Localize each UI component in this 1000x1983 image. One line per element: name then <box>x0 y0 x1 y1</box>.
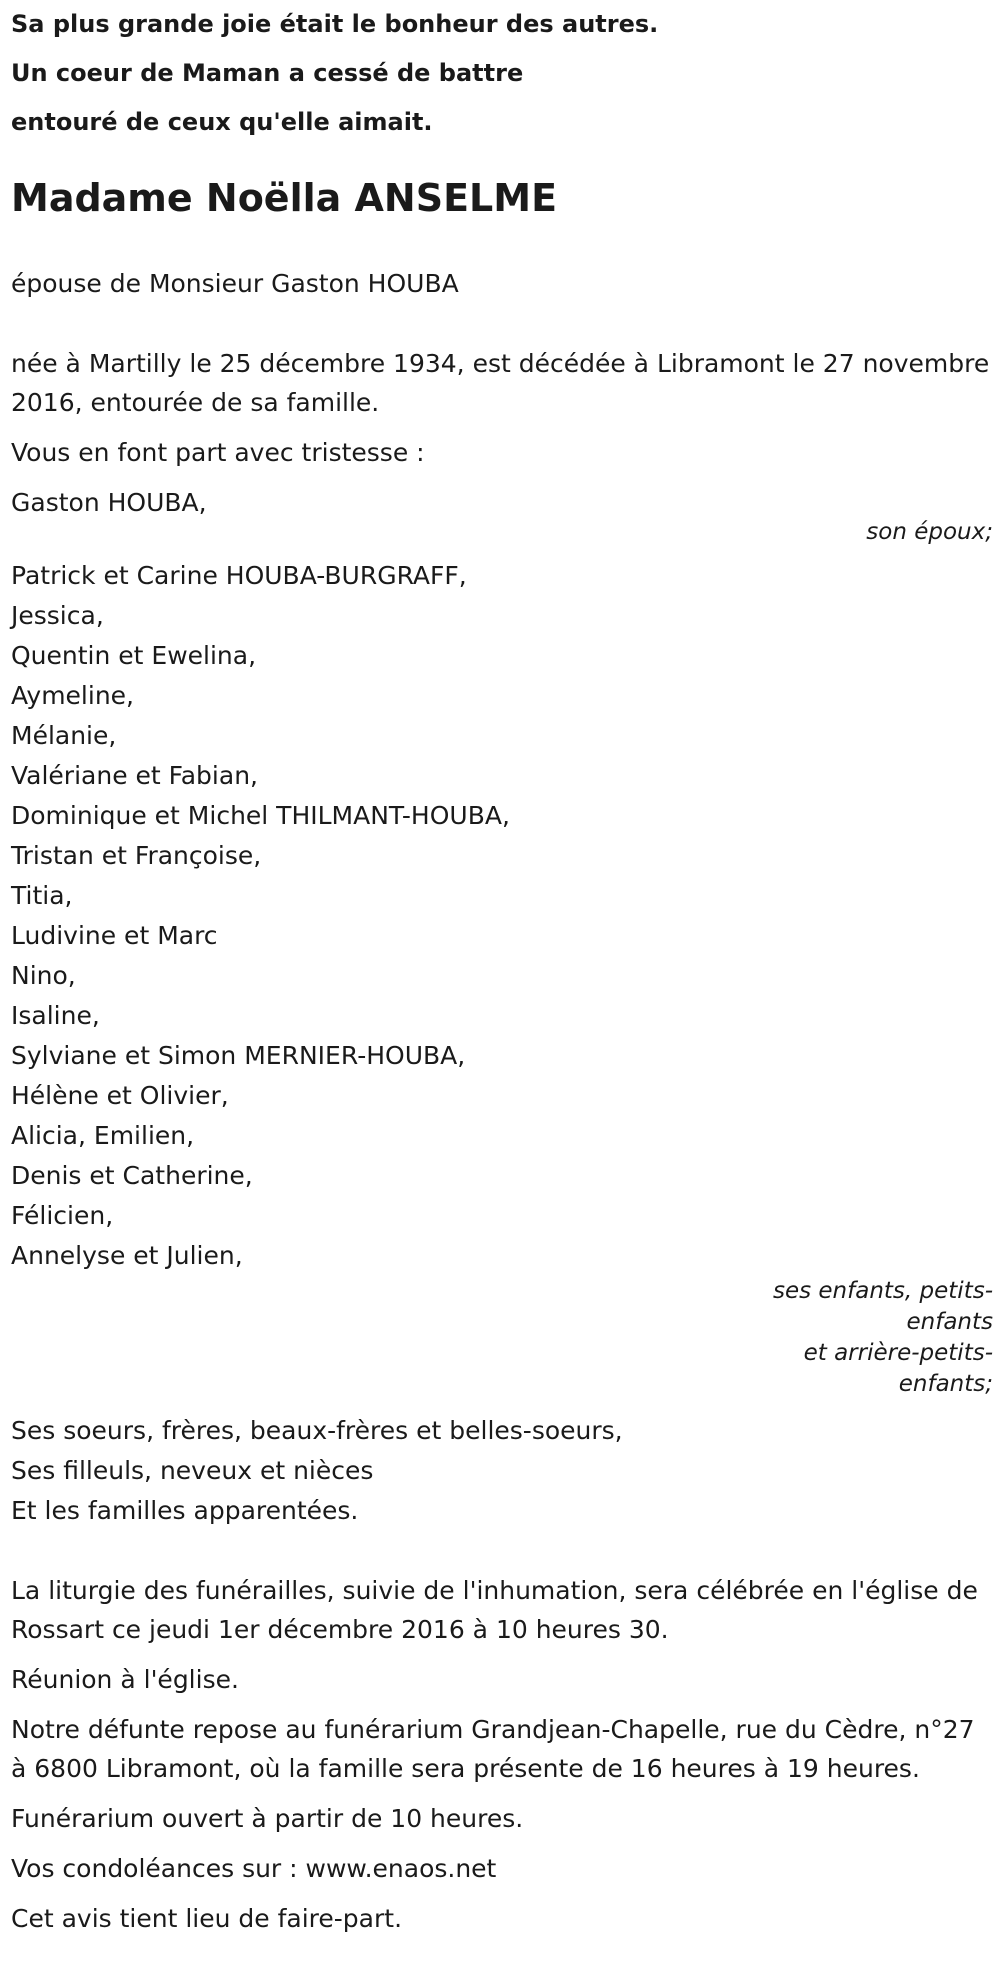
spouse-name: Gaston HOUBA, <box>11 488 207 517</box>
children-relation-line: enfants; <box>898 1371 993 1397</box>
liturgy-text: La liturgie des funérailles, suivie de l'inhumation, sera célébrée en l'église de Rossart ce jeudi 1er décembre 2016 à 10 heures 30. <box>11 1576 978 1644</box>
children-relation-line: ses enfants, petits- <box>772 1278 993 1304</box>
extended-family-list <box>11 1411 993 1531</box>
family-member: Nino, <box>11 961 76 990</box>
epitaph-line: Un coeur de Maman a cessé de battre <box>11 59 524 87</box>
family-member: Mélanie, <box>11 721 117 750</box>
spouse-relation: son époux; <box>866 519 993 545</box>
family-member: Isaline, <box>11 1001 100 1030</box>
birth-death-text: née à Martilly le 25 décembre 1934, est décédée à Libramont le 27 novembre 2016, entourée de sa famille. <box>11 349 990 417</box>
family-member: Sylviane et Simon MERNIER-HOUBA, <box>11 1041 466 1070</box>
meeting-text: Réunion à l'église. <box>11 1665 239 1694</box>
extended-family-line: Ses soeurs, frères, beaux-frères et belles-soeurs, <box>11 1416 623 1445</box>
spouse-line: épouse de Monsieur Gaston HOUBA <box>11 269 459 298</box>
obituary-content <box>11 0 993 1938</box>
family-member: Ludivine et Marc <box>11 921 218 950</box>
condolences-text: Vos condoléances sur : www.enaos.net <box>11 1854 497 1883</box>
family-members-list <box>11 556 993 1276</box>
family-member: Valériane et Fabian, <box>11 761 258 790</box>
epitaph-line: entouré de ceux qu'elle aimait. <box>11 108 433 136</box>
family-member: Aymeline, <box>11 681 134 710</box>
notice-text: Cet avis tient lieu de faire-part. <box>11 1904 403 1933</box>
family-member: Hélène et Olivier, <box>11 1081 229 1110</box>
children-relation-line: et arrière-petits- <box>803 1340 993 1366</box>
family-member: Quentin et Ewelina, <box>11 641 257 670</box>
children-relation <box>11 1276 993 1400</box>
deceased-name: Madame Noëlla ANSELME <box>11 176 558 220</box>
family-member: Annelyse et Julien, <box>11 1241 243 1270</box>
extended-family-line: Ses filleuls, neveux et nièces <box>11 1456 374 1485</box>
announce-intro: Vous en font part avec tristesse : <box>11 438 425 467</box>
family-member: Tristan et Françoise, <box>11 841 262 870</box>
family-member: Patrick et Carine HOUBA-BURGRAFF, <box>11 561 467 590</box>
epitaph <box>11 0 993 147</box>
family-member: Jessica, <box>11 601 104 630</box>
family-member: Alicia, Emilien, <box>11 1121 195 1150</box>
funeral-home-hours: Funérarium ouvert à partir de 10 heures. <box>11 1804 524 1833</box>
epitaph-line: Sa plus grande joie était le bonheur des autres. <box>11 10 659 38</box>
family-member: Dominique et Michel THILMANT-HOUBA, <box>11 801 510 830</box>
funeral-home-text: Notre défunte repose au funérarium Grandjean-Chapelle, rue du Cèdre, n°27 à 6800 Libramont, où la famille sera présente de 16 heures à 19 heures. <box>11 1715 975 1783</box>
family-member: Denis et Catherine, <box>11 1161 253 1190</box>
children-relation-line: enfants <box>906 1309 993 1335</box>
family-member: Titia, <box>11 881 73 910</box>
extended-family-line: Et les familles apparentées. <box>11 1496 359 1525</box>
family-member: Félicien, <box>11 1201 114 1230</box>
